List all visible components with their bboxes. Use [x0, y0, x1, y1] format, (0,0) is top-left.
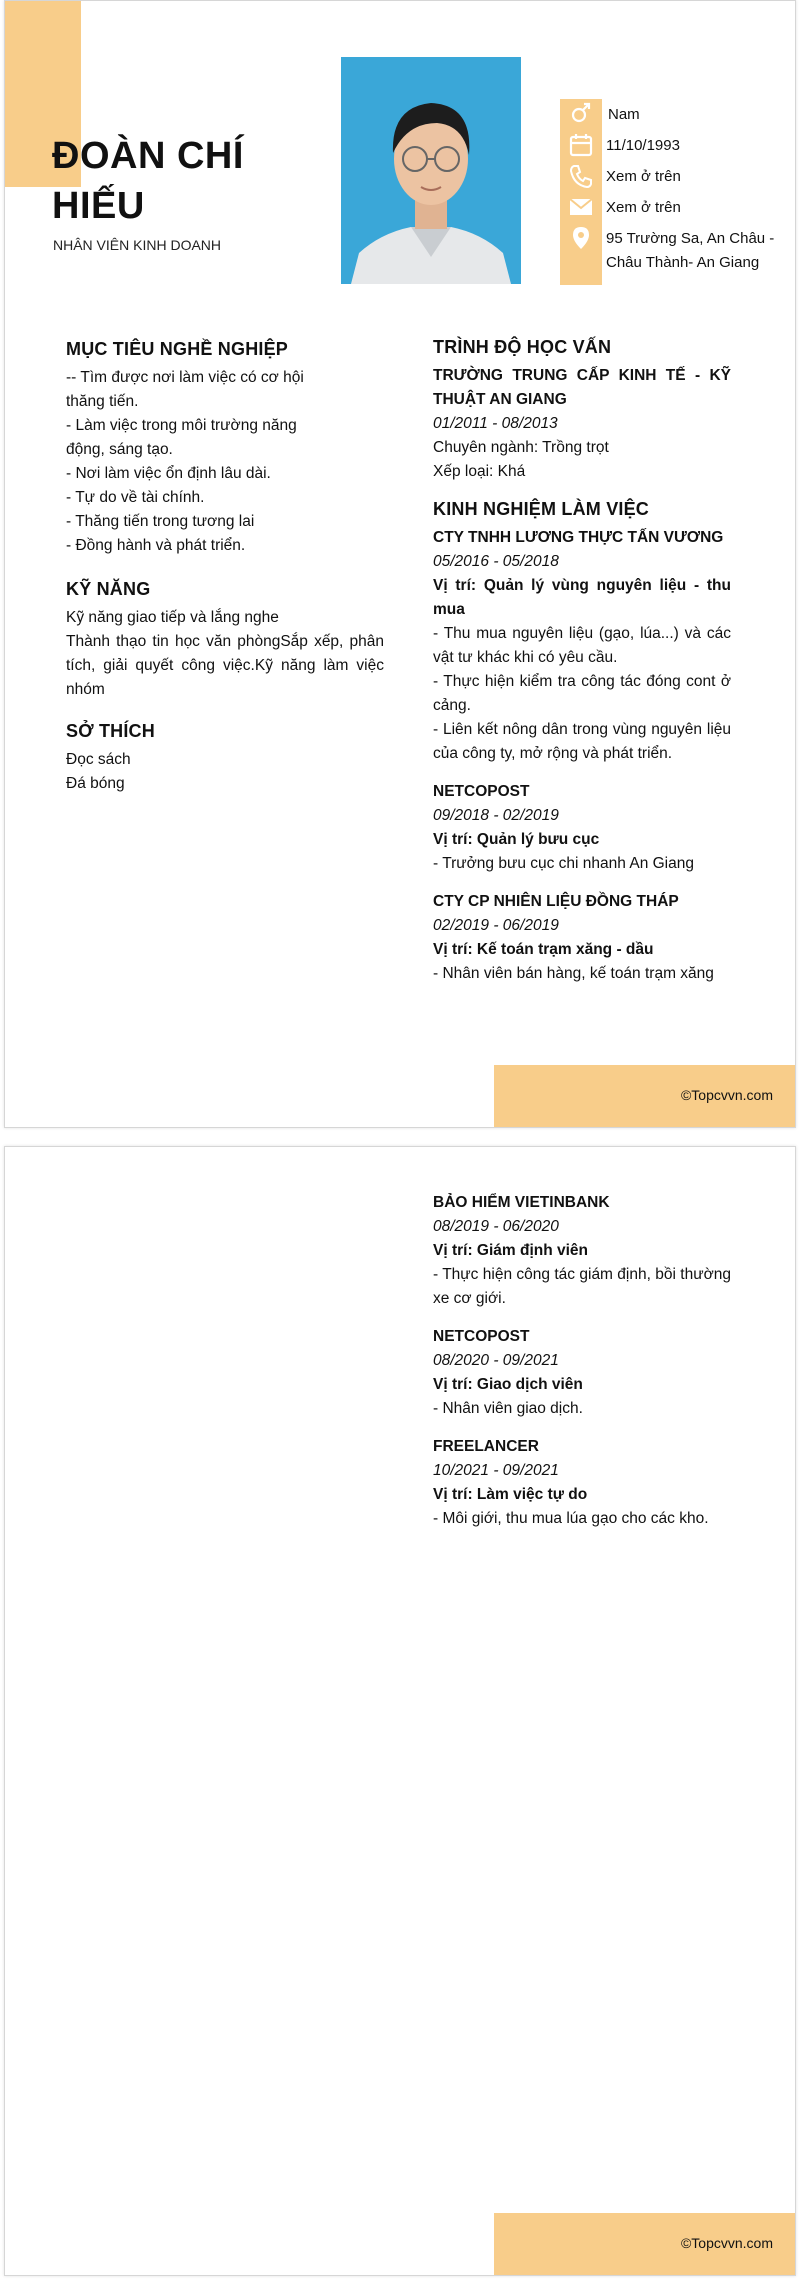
- experience-section: [433, 499, 731, 986]
- candidate-name: ĐOÀN CHÍ HIẾU: [52, 135, 244, 227]
- job-position: Vị trí: Giao dịch viên: [433, 1376, 583, 1393]
- job-detail: - Thu mua nguyên liệu (gạo, lúa...) và các vật tư khác khi có yêu cầu.: [433, 625, 731, 666]
- gender-icon: [568, 101, 594, 127]
- phone-icon: [568, 163, 594, 189]
- education-title: TRÌNH ĐỘ HỌC VẤN: [433, 337, 612, 357]
- job-company: CTY TNHH LƯƠNG THỰC TẤN VƯƠNG: [433, 529, 724, 546]
- job-detail: - Thực hiện công tác giám định, bồi thường xe cơ giới.: [433, 1266, 731, 1307]
- contact-email: Xem ở trên: [606, 199, 681, 216]
- job-company: FREELANCER: [433, 1438, 539, 1455]
- job-entry: [433, 1435, 731, 1531]
- objective-line: - Thăng tiến trong tương lai: [66, 513, 255, 530]
- job-company: CTY CP NHIÊN LIỆU ĐỒNG THÁP: [433, 893, 679, 910]
- skills-title: KỸ NĂNG: [66, 579, 151, 599]
- job-period: 08/2019 - 06/2020: [433, 1218, 559, 1235]
- footer-block: [494, 2213, 795, 2275]
- education-period: 01/2011 - 08/2013: [433, 415, 558, 432]
- job-entry: [433, 526, 731, 766]
- education-section: [433, 337, 731, 484]
- job-entry: [433, 780, 731, 876]
- job-detail: - Trưởng bưu cục chi nhanh An Giang: [433, 855, 694, 872]
- contact-address: 95 Trường Sa, An Châu - Châu Thành- An Giang: [606, 230, 775, 271]
- job-period: 08/2020 - 09/2021: [433, 1352, 559, 1369]
- objective-line: - Đồng hành và phát triển.: [66, 537, 246, 554]
- job-period: 05/2016 - 05/2018: [433, 553, 559, 570]
- contact-birthday: 11/10/1993: [606, 137, 680, 154]
- experience-continued: [433, 1191, 731, 1531]
- job-position: Vị trí: Quản lý vùng nguyên liệu - thu mua: [433, 577, 731, 618]
- skills-line: Thành thạo tin học văn phòngSắp xếp, phân tích, giải quyết công việc.Kỹ năng làm việc nhóm: [66, 633, 384, 698]
- education-rank: Xếp loại: Khá: [433, 463, 526, 480]
- job-detail: - Nhân viên giao dịch.: [433, 1400, 583, 1417]
- job-period: 10/2021 - 09/2021: [433, 1462, 559, 1479]
- skills-section: [66, 579, 386, 702]
- objective-line: -- Tìm được nơi làm việc có cơ hội thăng tiến.: [66, 369, 304, 410]
- hobbies-section: [66, 721, 386, 796]
- hobbies-title: SỞ THÍCH: [66, 721, 155, 741]
- contact-phone: Xem ở trên: [606, 168, 681, 185]
- job-position: Vị trí: Làm việc tự do: [433, 1486, 588, 1503]
- candidate-job-title: NHÂN VIÊN KINH DOANH: [53, 237, 222, 253]
- cv-page-1: [4, 0, 796, 1128]
- skills-line: Kỹ năng giao tiếp và lắng nghe: [66, 609, 279, 626]
- objective-line: - Làm việc trong môi trường năng động, sáng tạo.: [66, 417, 297, 458]
- objective-title: MỤC TIÊU NGHỀ NGHIỆP: [66, 339, 289, 359]
- hobby-item: Đọc sách: [66, 751, 131, 768]
- job-detail: - Thực hiện kiểm tra công tác đóng cont ở cảng.: [433, 673, 731, 714]
- job-position: Vị trí: Quản lý bưu cục: [433, 831, 600, 848]
- job-company: NETCOPOST: [433, 1328, 530, 1345]
- job-period: 09/2018 - 02/2019: [433, 807, 559, 824]
- email-icon: [568, 194, 594, 220]
- job-company: BẢO HIỂM VIETINBANK: [433, 1194, 610, 1211]
- footer-block: [494, 1065, 795, 1127]
- job-position: Vị trí: Giám định viên: [433, 1242, 589, 1259]
- hobby-item: Đá bóng: [66, 775, 125, 792]
- job-detail: - Liên kết nông dân trong vùng nguyên liệu của công ty, mở rộng và phát triển.: [433, 721, 731, 762]
- job-detail: - Nhân viên bán hàng, kế toán trạm xăng: [433, 965, 714, 982]
- profile-photo: [341, 57, 521, 284]
- job-company: NETCOPOST: [433, 783, 530, 800]
- location-icon: [568, 225, 594, 251]
- calendar-icon: [568, 132, 594, 158]
- job-entry: [433, 1191, 731, 1311]
- objective-section: [66, 339, 386, 558]
- cv-page-2: [4, 1146, 796, 2276]
- experience-title: KINH NGHIỆM LÀM VIỆC: [433, 499, 650, 519]
- job-detail: - Môi giới, thu mua lúa gạo cho các kho.: [433, 1510, 709, 1527]
- school-name: TRƯỜNG TRUNG CẤP KINH TẾ - KỸ THUẬT AN GIANG: [433, 367, 731, 408]
- footer-copyright: ©Topcvvn.com: [680, 1087, 773, 1103]
- job-entry: [433, 890, 731, 986]
- education-major: Chuyên ngành: Trồng trọt: [433, 439, 609, 456]
- job-entry: [433, 1325, 731, 1421]
- contact-gender: Nam: [608, 106, 640, 123]
- job-position: Vị trí: Kế toán trạm xăng - dầu: [433, 941, 654, 958]
- objective-line: - Nơi làm việc ổn định lâu dài.: [66, 465, 271, 482]
- objective-line: - Tự do về tài chính.: [66, 489, 205, 506]
- job-period: 02/2019 - 06/2019: [433, 917, 559, 934]
- footer-copyright: ©Topcvvn.com: [680, 2235, 773, 2251]
